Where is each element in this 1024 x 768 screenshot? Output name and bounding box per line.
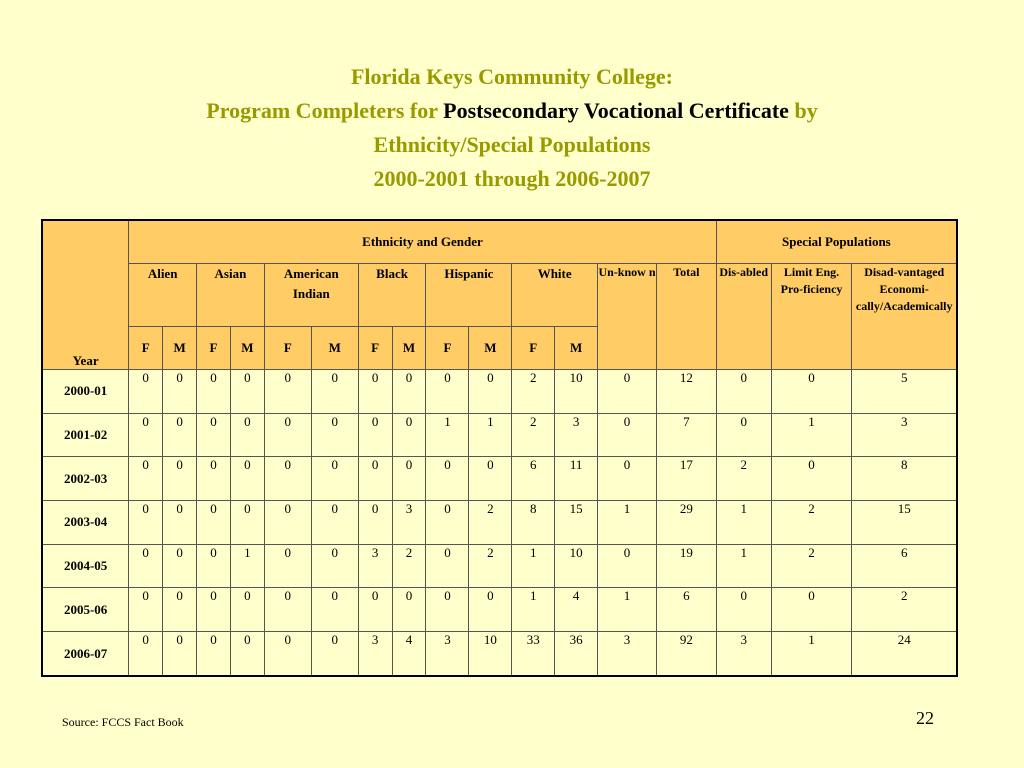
value-cell: 7 [656,413,716,457]
value-cell: 4 [392,632,426,676]
value-cell: 0 [716,370,771,414]
value-cell: 0 [598,457,657,501]
value-cell: 0 [197,501,231,545]
value-cell: 0 [716,588,771,632]
value-cell: 1 [716,544,771,588]
value-cell: 3 [555,413,598,457]
value-cell: 0 [264,632,311,676]
value-cell: 2 [469,501,512,545]
value-cell: 1 [469,413,512,457]
value-cell: 6 [512,457,555,501]
year-cell: 2000-01 [42,370,129,414]
value-cell: 0 [264,544,311,588]
white-f-header: F [512,327,555,370]
title-line-4: 2000-2001 through 2006-2007 [373,166,651,191]
unknown-header: Un-know n [598,264,657,370]
value-cell: 0 [771,370,852,414]
value-cell: 6 [656,588,716,632]
table-row [42,588,957,632]
table-row [42,370,957,414]
black-f-header: F [358,327,392,370]
alien-f-header: F [129,327,163,370]
black-m-header: M [392,327,426,370]
value-cell: 0 [358,457,392,501]
value-cell: 0 [358,501,392,545]
total-header: Total [656,264,716,370]
black-header: Black [358,264,426,327]
value-cell: 1 [598,588,657,632]
hispanic-f-header: F [426,327,469,370]
white-header: White [512,264,598,327]
title-line-1: Florida Keys Community College: [350,64,674,89]
value-cell: 0 [264,370,311,414]
value-cell: 1 [512,544,555,588]
title-line-2-emphasis: Postsecondary Vocational Certificate [443,98,789,123]
value-cell: 1 [512,588,555,632]
value-cell: 11 [555,457,598,501]
value-cell: 0 [469,457,512,501]
value-cell: 0 [163,457,197,501]
value-cell: 0 [163,413,197,457]
year-cell: 2002-03 [42,457,129,501]
value-cell: 0 [197,457,231,501]
value-cell: 0 [426,588,469,632]
value-cell: 10 [469,632,512,676]
value-cell: 0 [163,370,197,414]
value-cell: 12 [656,370,716,414]
value-cell: 0 [392,370,426,414]
slide-title [0,60,1024,196]
value-cell: 0 [197,632,231,676]
value-cell: 0 [129,588,163,632]
value-cell: 2 [512,413,555,457]
asian-f-header: F [197,327,231,370]
value-cell: 0 [426,544,469,588]
value-cell: 0 [230,413,264,457]
value-cell: 0 [264,413,311,457]
value-cell: 0 [311,544,358,588]
value-cell: 0 [163,632,197,676]
value-cell: 6 [852,544,957,588]
value-cell: 17 [656,457,716,501]
value-cell: 0 [426,370,469,414]
value-cell: 3 [598,632,657,676]
page-number: 22 [916,708,934,728]
value-cell: 0 [311,370,358,414]
value-cell: 0 [426,501,469,545]
value-cell: 2 [392,544,426,588]
special-populations-header: Special Populations [716,220,957,264]
table-row [42,501,957,545]
value-cell: 0 [311,501,358,545]
value-cell: 0 [129,632,163,676]
value-cell: 0 [230,501,264,545]
white-m-header: M [555,327,598,370]
value-cell: 3 [716,632,771,676]
table-row [42,544,957,588]
value-cell: 15 [852,501,957,545]
value-cell: 0 [469,370,512,414]
value-cell: 0 [598,370,657,414]
value-cell: 0 [197,544,231,588]
value-cell: 1 [598,501,657,545]
value-cell: 8 [512,501,555,545]
value-cell: 0 [129,501,163,545]
value-cell: 0 [771,457,852,501]
value-cell: 2 [469,544,512,588]
value-cell: 0 [264,501,311,545]
value-cell: 1 [426,413,469,457]
alien-m-header: M [163,327,197,370]
value-cell: 10 [555,370,598,414]
value-cell: 0 [129,544,163,588]
title-line-2-suffix: by [788,98,818,123]
value-cell: 0 [230,370,264,414]
value-cell: 0 [598,413,657,457]
value-cell: 4 [555,588,598,632]
american-indian-m-header: M [311,327,358,370]
value-cell: 3 [852,413,957,457]
value-cell: 0 [716,413,771,457]
value-cell: 1 [230,544,264,588]
value-cell: 5 [852,370,957,414]
table-body [42,370,957,677]
title-line-3: Ethnicity/Special Populations [373,132,651,157]
value-cell: 2 [852,588,957,632]
value-cell: 0 [358,413,392,457]
value-cell: 15 [555,501,598,545]
year-cell: 2003-04 [42,501,129,545]
value-cell: 0 [392,588,426,632]
ethnicity-gender-header: Ethnicity and Gender [129,220,717,264]
year-cell: 2006-07 [42,632,129,676]
value-cell: 0 [230,457,264,501]
value-cell: 0 [311,413,358,457]
value-cell: 0 [197,588,231,632]
alien-header: Alien [129,264,197,327]
value-cell: 0 [197,413,231,457]
table-row [42,413,957,457]
disadvantaged-header: Disad-vantaged Economi-cally/Academically [852,264,957,370]
year-cell: 2001-02 [42,413,129,457]
value-cell: 3 [358,544,392,588]
value-cell: 1 [716,501,771,545]
value-cell: 0 [230,632,264,676]
year-cell: 2004-05 [42,544,129,588]
value-cell: 0 [392,457,426,501]
hispanic-m-header: M [469,327,512,370]
value-cell: 1 [771,413,852,457]
title-line-2 [0,94,1024,128]
value-cell: 0 [469,588,512,632]
value-cell: 0 [392,413,426,457]
value-cell: 2 [771,544,852,588]
value-cell: 0 [129,370,163,414]
value-cell: 0 [129,413,163,457]
value-cell: 0 [311,632,358,676]
value-cell: 3 [392,501,426,545]
value-cell: 0 [163,501,197,545]
year-cell: 2005-06 [42,588,129,632]
value-cell: 3 [426,632,469,676]
value-cell: 19 [656,544,716,588]
value-cell: 0 [358,370,392,414]
value-cell: 2 [771,501,852,545]
value-cell: 92 [656,632,716,676]
asian-header: Asian [197,264,265,327]
value-cell: 0 [129,457,163,501]
value-cell: 2 [716,457,771,501]
value-cell: 3 [358,632,392,676]
value-cell: 0 [197,370,231,414]
value-cell: 29 [656,501,716,545]
american-indian-header: American Indian [264,264,358,327]
value-cell: 8 [852,457,957,501]
value-cell: 0 [163,588,197,632]
value-cell: 0 [426,457,469,501]
value-cell: 1 [771,632,852,676]
table-row [42,632,957,676]
asian-m-header: M [230,327,264,370]
source-note: Source: FCCS Fact Book [62,715,184,729]
value-cell: 10 [555,544,598,588]
value-cell: 2 [512,370,555,414]
year-header: Year [42,220,129,370]
value-cell: 24 [852,632,957,676]
hispanic-header: Hispanic [426,264,512,327]
value-cell: 0 [311,457,358,501]
value-cell: 0 [598,544,657,588]
disabled-header: Dis-abled [716,264,771,370]
table-row [42,457,957,501]
value-cell: 0 [264,457,311,501]
limit-english-header: Limit Eng. Pro-ficiency [771,264,852,370]
value-cell: 0 [358,588,392,632]
american-indian-f-header: F [264,327,311,370]
value-cell: 0 [311,588,358,632]
value-cell: 36 [555,632,598,676]
value-cell: 33 [512,632,555,676]
title-line-2-prefix: Program Completers for [206,98,444,123]
value-cell: 0 [771,588,852,632]
value-cell: 0 [230,588,264,632]
value-cell: 0 [264,588,311,632]
value-cell: 0 [163,544,197,588]
completers-table [41,219,958,677]
